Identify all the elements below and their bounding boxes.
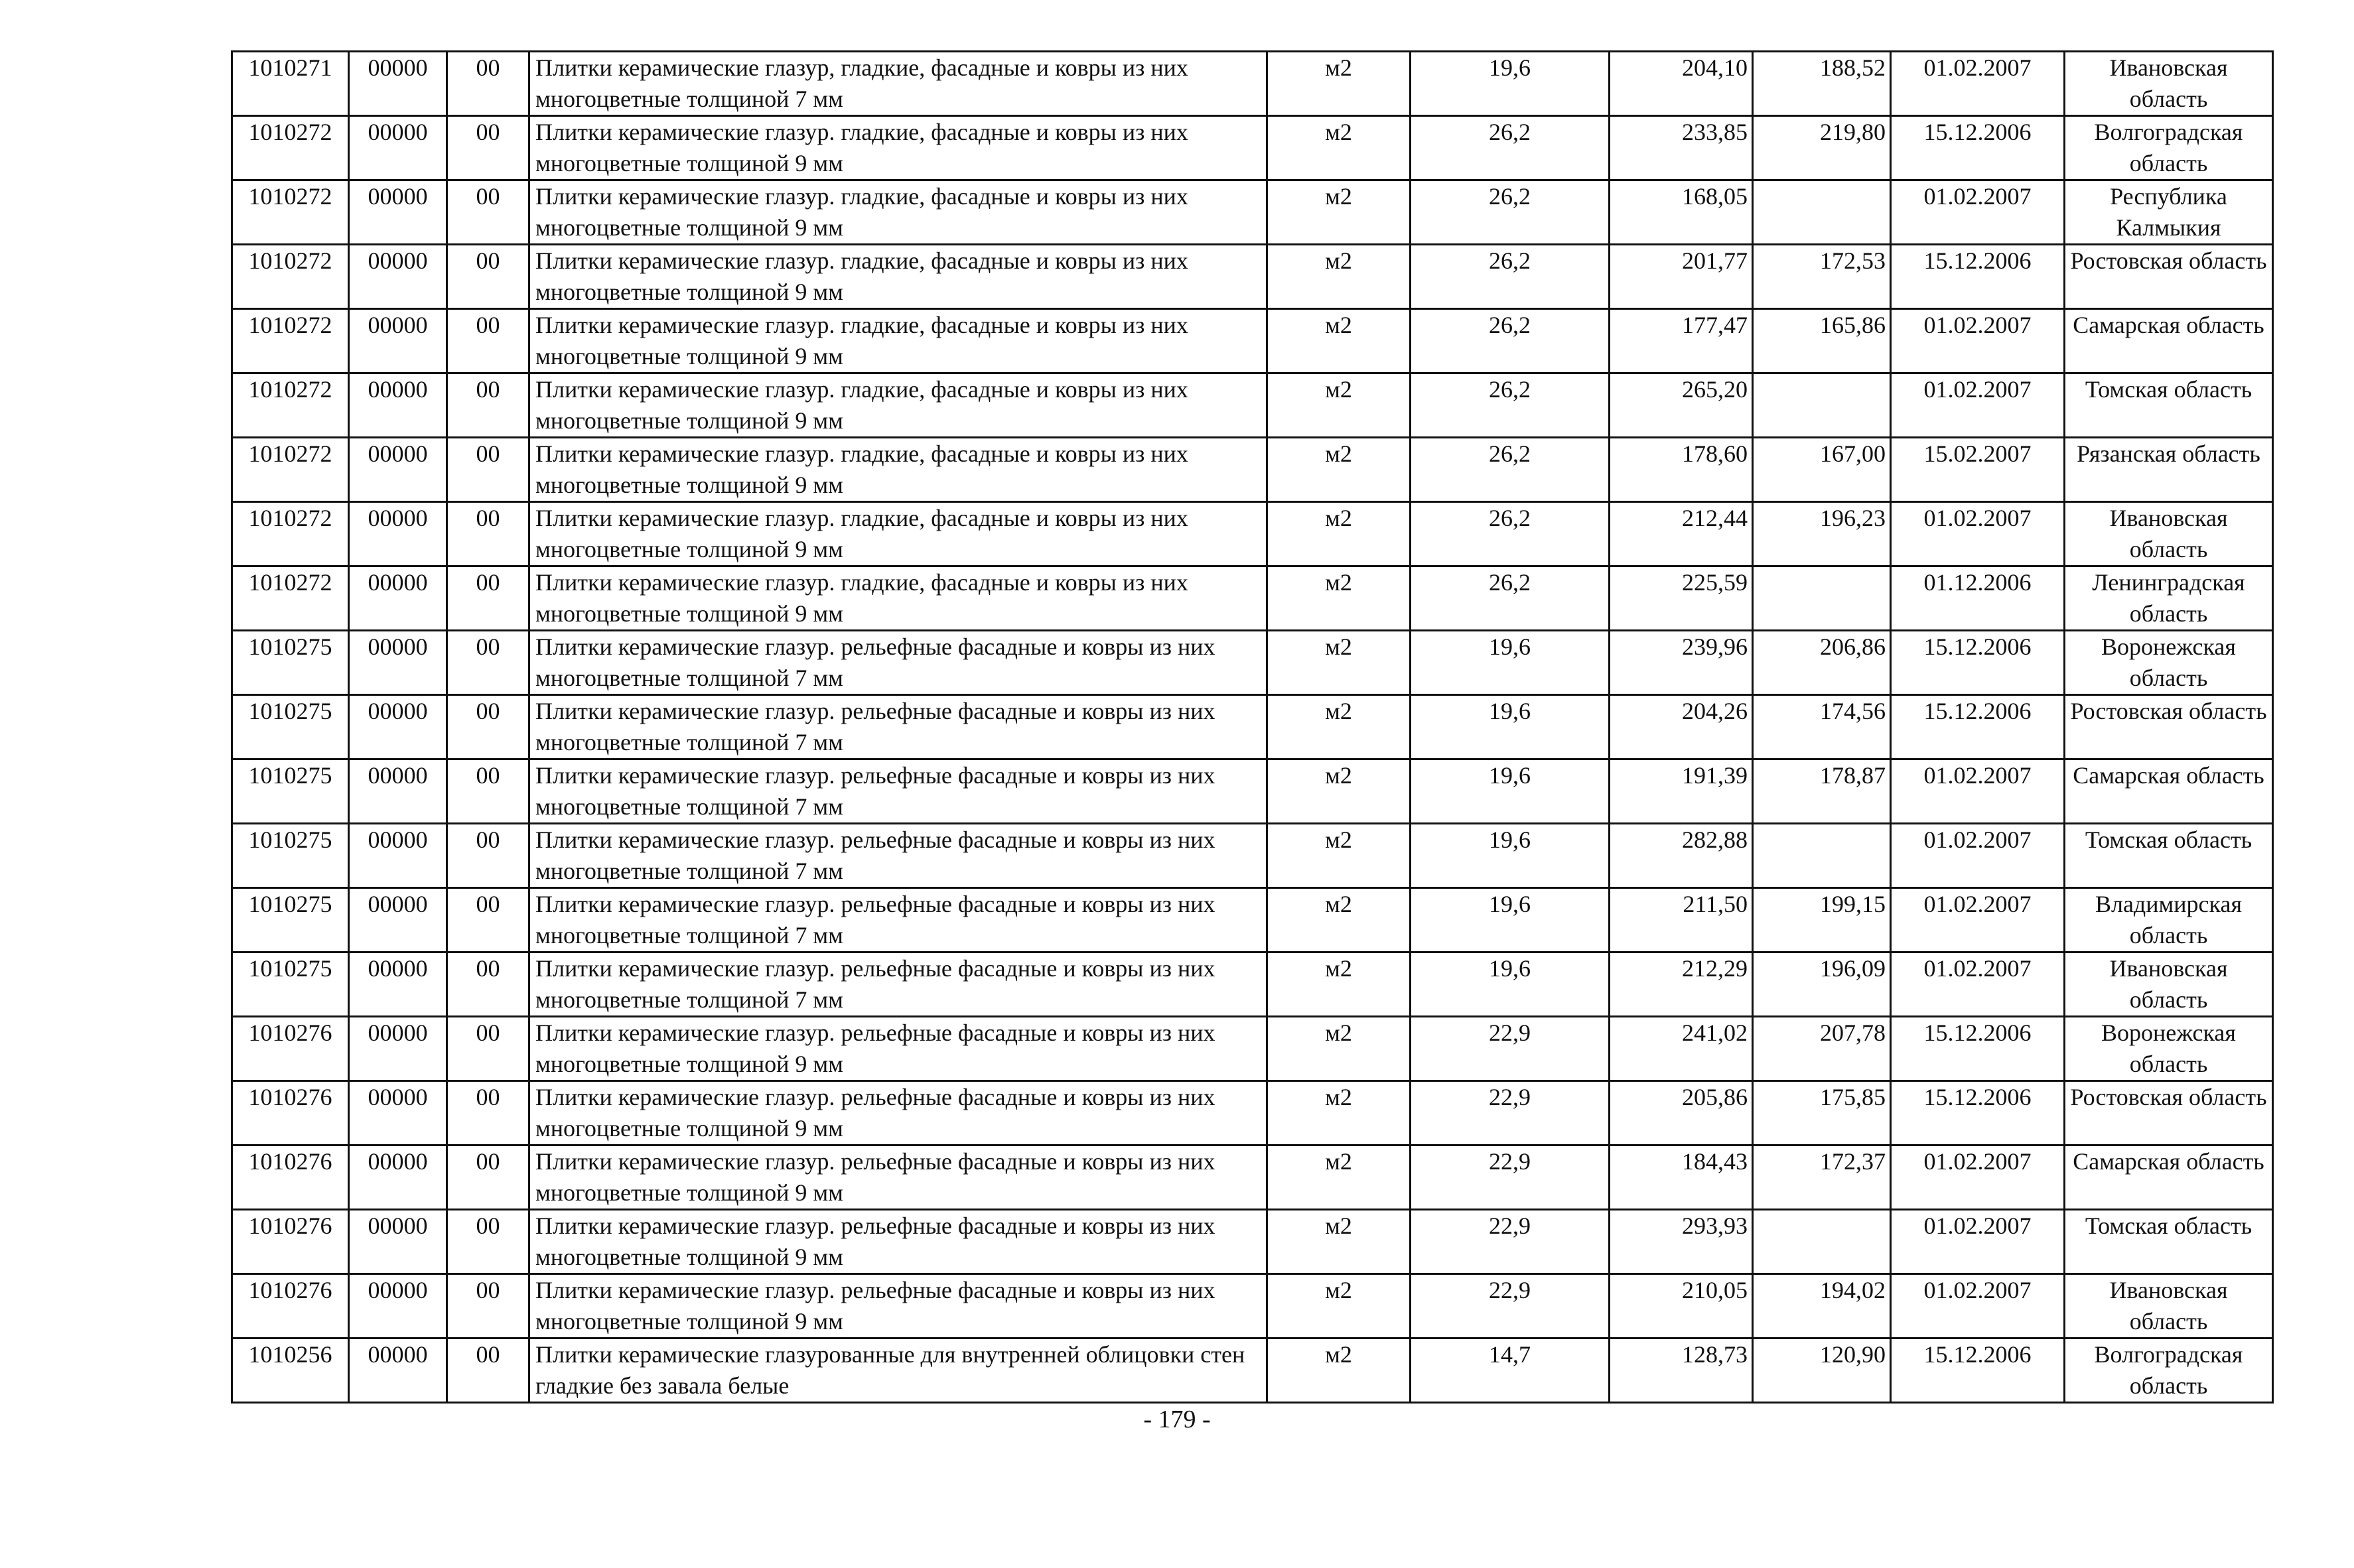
cell-unit: м2 — [1267, 1017, 1411, 1081]
cell-code: 1010276 — [232, 1145, 349, 1210]
cell-class: 00 — [447, 695, 529, 759]
cell-description: Плитки керамические глазур. рельефные фасадные и ковры из них многоцветные толщиной 7 мм — [529, 759, 1267, 824]
cell-date: 01.02.2007 — [1891, 1145, 2065, 1210]
cell-description: Плитки керамические глазур. гладкие, фасадные и ковры из них многоцветные толщиной 9 мм — [529, 180, 1267, 245]
cell-class: 00 — [447, 1081, 529, 1145]
cell-weight: 22,9 — [1411, 1145, 1610, 1210]
cell-subcode: 00000 — [349, 116, 447, 180]
cell-weight: 19,6 — [1411, 759, 1610, 824]
cell-description: Плитки керамические глазур. гладкие, фасадные и ковры из них многоцветные толщиной 9 мм — [529, 566, 1267, 631]
table-row — [232, 309, 2273, 373]
cell-unit: м2 — [1267, 952, 1411, 1017]
cell-date: 01.02.2007 — [1891, 309, 2065, 373]
cell-unit: м2 — [1267, 52, 1411, 116]
cell-class: 00 — [447, 1145, 529, 1210]
cell-price-2 — [1753, 824, 1891, 888]
cell-region: Ленинградская область — [2065, 566, 2273, 631]
cell-price-2 — [1753, 180, 1891, 245]
cell-code: 1010272 — [232, 566, 349, 631]
table-row — [232, 52, 2273, 116]
cell-unit: м2 — [1267, 245, 1411, 309]
cell-subcode: 00000 — [349, 1017, 447, 1081]
table-row — [232, 1274, 2273, 1339]
cell-unit: м2 — [1267, 309, 1411, 373]
cell-description: Плитки керамические глазур. рельефные фасадные и ковры из них многоцветные толщиной 7 мм — [529, 631, 1267, 695]
cell-description: Плитки керамические глазур. рельефные фасадные и ковры из них многоцветные толщиной 7 мм — [529, 952, 1267, 1017]
cell-date: 15.12.2006 — [1891, 631, 2065, 695]
cell-unit: м2 — [1267, 1081, 1411, 1145]
cell-region: Ростовская область — [2065, 1081, 2273, 1145]
cell-date: 01.02.2007 — [1891, 1210, 2065, 1274]
cell-price-2: 207,78 — [1753, 1017, 1891, 1081]
cell-class: 00 — [447, 1339, 529, 1403]
cell-unit: м2 — [1267, 438, 1411, 502]
cell-unit: м2 — [1267, 502, 1411, 566]
cell-class: 00 — [447, 502, 529, 566]
table-row — [232, 888, 2273, 952]
cell-date: 01.02.2007 — [1891, 824, 2065, 888]
cell-weight: 19,6 — [1411, 631, 1610, 695]
cell-price-2: 206,86 — [1753, 631, 1891, 695]
cell-weight: 22,9 — [1411, 1274, 1610, 1339]
cell-unit: м2 — [1267, 180, 1411, 245]
cell-class: 00 — [447, 759, 529, 824]
cell-code: 1010275 — [232, 631, 349, 695]
cell-price-2: 196,09 — [1753, 952, 1891, 1017]
cell-price-2: 219,80 — [1753, 116, 1891, 180]
cell-date: 15.12.2006 — [1891, 1081, 2065, 1145]
cell-price-1: 241,02 — [1610, 1017, 1753, 1081]
cell-date: 01.02.2007 — [1891, 52, 2065, 116]
cell-unit: м2 — [1267, 759, 1411, 824]
cell-price-2: 196,23 — [1753, 502, 1891, 566]
table-row — [232, 438, 2273, 502]
cell-code: 1010276 — [232, 1081, 349, 1145]
cell-unit: м2 — [1267, 373, 1411, 438]
cell-region: Республика Калмыкия — [2065, 180, 2273, 245]
cell-description: Плитки керамические глазур. рельефные фасадные и ковры из них многоцветные толщиной 9 мм — [529, 1274, 1267, 1339]
cell-description: Плитки керамические глазур. рельефные фасадные и ковры из них многоцветные толщиной 7 мм — [529, 888, 1267, 952]
cell-description: Плитки керамические глазур. рельефные фасадные и ковры из них многоцветные толщиной 9 мм — [529, 1017, 1267, 1081]
cell-region: Томская область — [2065, 824, 2273, 888]
cell-weight: 19,6 — [1411, 952, 1610, 1017]
cell-unit: м2 — [1267, 1210, 1411, 1274]
cell-code: 1010271 — [232, 52, 349, 116]
cell-unit: м2 — [1267, 1145, 1411, 1210]
cell-weight: 19,6 — [1411, 888, 1610, 952]
cell-subcode: 00000 — [349, 952, 447, 1017]
cell-class: 00 — [447, 309, 529, 373]
cell-price-1: 184,43 — [1610, 1145, 1753, 1210]
table-row — [232, 952, 2273, 1017]
cell-weight: 22,9 — [1411, 1017, 1610, 1081]
table-row — [232, 502, 2273, 566]
cell-weight: 26,2 — [1411, 373, 1610, 438]
cell-subcode: 00000 — [349, 373, 447, 438]
cell-description: Плитки керамические глазур. гладкие, фасадные и ковры из них многоцветные толщиной 9 мм — [529, 373, 1267, 438]
cell-price-2 — [1753, 566, 1891, 631]
page-number: - 179 - — [1143, 1405, 1211, 1433]
cell-unit: м2 — [1267, 824, 1411, 888]
cell-class: 00 — [447, 888, 529, 952]
cell-price-2: 167,00 — [1753, 438, 1891, 502]
cell-region: Волгоградская область — [2065, 116, 2273, 180]
cell-class: 00 — [447, 952, 529, 1017]
cell-unit: м2 — [1267, 695, 1411, 759]
table-row — [232, 1145, 2273, 1210]
cell-date: 15.12.2006 — [1891, 1339, 2065, 1403]
cell-class: 00 — [447, 180, 529, 245]
cell-class: 00 — [447, 1274, 529, 1339]
cell-code: 1010275 — [232, 824, 349, 888]
cell-region: Ивановская область — [2065, 52, 2273, 116]
cell-subcode: 00000 — [349, 1210, 447, 1274]
cell-region: Ивановская область — [2065, 502, 2273, 566]
cell-description: Плитки керамические глазурованные для внутренней облицовки стен гладкие без завала белые — [529, 1339, 1267, 1403]
cell-class: 00 — [447, 1017, 529, 1081]
cell-price-2: 165,86 — [1753, 309, 1891, 373]
cell-region: Владимирская область — [2065, 888, 2273, 952]
table-row — [232, 1081, 2273, 1145]
cell-description: Плитки керамические глазур. гладкие, фасадные и ковры из них многоцветные толщиной 9 мм — [529, 116, 1267, 180]
cell-subcode: 00000 — [349, 824, 447, 888]
cell-description: Плитки керамические глазур. гладкие, фасадные и ковры из них многоцветные толщиной 9 мм — [529, 438, 1267, 502]
cell-description: Плитки керамические глазур. гладкие, фасадные и ковры из них многоцветные толщиной 9 мм — [529, 245, 1267, 309]
cell-subcode: 00000 — [349, 1145, 447, 1210]
cell-weight: 19,6 — [1411, 52, 1610, 116]
cell-weight: 26,2 — [1411, 116, 1610, 180]
cell-weight: 26,2 — [1411, 502, 1610, 566]
cell-region: Ростовская область — [2065, 245, 2273, 309]
cell-subcode: 00000 — [349, 180, 447, 245]
table-row — [232, 1017, 2273, 1081]
cell-code: 1010276 — [232, 1210, 349, 1274]
cell-weight: 26,2 — [1411, 438, 1610, 502]
cell-date: 01.02.2007 — [1891, 759, 2065, 824]
cell-price-2 — [1753, 1210, 1891, 1274]
cell-subcode: 00000 — [349, 1081, 447, 1145]
cell-price-1: 201,77 — [1610, 245, 1753, 309]
cell-subcode: 00000 — [349, 888, 447, 952]
cell-price-2 — [1753, 373, 1891, 438]
cell-code: 1010275 — [232, 695, 349, 759]
cell-subcode: 00000 — [349, 309, 447, 373]
cell-code: 1010272 — [232, 438, 349, 502]
cell-region: Томская область — [2065, 1210, 2273, 1274]
cell-description: Плитки керамические глазур. рельефные фасадные и ковры из них многоцветные толщиной 9 мм — [529, 1145, 1267, 1210]
cell-subcode: 00000 — [349, 1274, 447, 1339]
cell-subcode: 00000 — [349, 52, 447, 116]
cell-price-2: 188,52 — [1753, 52, 1891, 116]
table-row — [232, 180, 2273, 245]
cell-region: Ивановская область — [2065, 952, 2273, 1017]
table-body — [232, 52, 2273, 1403]
cell-description: Плитки керамические глазур. рельефные фасадные и ковры из них многоцветные толщиной 7 мм — [529, 695, 1267, 759]
cell-code: 1010272 — [232, 373, 349, 438]
cell-weight: 22,9 — [1411, 1210, 1610, 1274]
table-row — [232, 1210, 2273, 1274]
cell-code: 1010275 — [232, 888, 349, 952]
table-row — [232, 245, 2273, 309]
cell-code: 1010256 — [232, 1339, 349, 1403]
cell-class: 00 — [447, 566, 529, 631]
cell-description: Плитки керамические глазур. гладкие, фасадные и ковры из них многоцветные толщиной 9 мм — [529, 309, 1267, 373]
cell-subcode: 00000 — [349, 502, 447, 566]
table-row — [232, 824, 2273, 888]
cell-price-1: 212,44 — [1610, 502, 1753, 566]
cell-region: Воронежская область — [2065, 631, 2273, 695]
cell-subcode: 00000 — [349, 1339, 447, 1403]
cell-region: Самарская область — [2065, 1145, 2273, 1210]
cell-price-2: 199,15 — [1753, 888, 1891, 952]
cell-class: 00 — [447, 438, 529, 502]
cell-code: 1010276 — [232, 1274, 349, 1339]
price-table — [231, 50, 2274, 1404]
cell-weight: 26,2 — [1411, 245, 1610, 309]
cell-weight: 14,7 — [1411, 1339, 1610, 1403]
cell-weight: 22,9 — [1411, 1081, 1610, 1145]
cell-region: Самарская область — [2065, 759, 2273, 824]
cell-region: Ростовская область — [2065, 695, 2273, 759]
cell-region: Самарская область — [2065, 309, 2273, 373]
cell-price-1: 210,05 — [1610, 1274, 1753, 1339]
cell-subcode: 00000 — [349, 631, 447, 695]
cell-price-2: 194,02 — [1753, 1274, 1891, 1339]
cell-subcode: 00000 — [349, 245, 447, 309]
cell-price-1: 191,39 — [1610, 759, 1753, 824]
cell-class: 00 — [447, 52, 529, 116]
cell-price-1: 178,60 — [1610, 438, 1753, 502]
cell-price-2: 174,56 — [1753, 695, 1891, 759]
cell-class: 00 — [447, 631, 529, 695]
cell-price-2: 120,90 — [1753, 1339, 1891, 1403]
table-row — [232, 695, 2273, 759]
cell-code: 1010276 — [232, 1017, 349, 1081]
cell-unit: м2 — [1267, 566, 1411, 631]
table-row — [232, 116, 2273, 180]
cell-price-1: 282,88 — [1610, 824, 1753, 888]
cell-description: Плитки керамические глазур. рельефные фасадные и ковры из них многоцветные толщиной 9 мм — [529, 1081, 1267, 1145]
cell-date: 01.02.2007 — [1891, 888, 2065, 952]
cell-date: 01.02.2007 — [1891, 502, 2065, 566]
cell-price-1: 212,29 — [1610, 952, 1753, 1017]
cell-code: 1010275 — [232, 952, 349, 1017]
cell-region: Томская область — [2065, 373, 2273, 438]
cell-unit: м2 — [1267, 116, 1411, 180]
cell-price-1: 168,05 — [1610, 180, 1753, 245]
cell-price-1: 205,86 — [1610, 1081, 1753, 1145]
cell-description: Плитки керамические глазур. рельефные фасадные и ковры из них многоцветные толщиной 7 мм — [529, 824, 1267, 888]
cell-price-1: 293,93 — [1610, 1210, 1753, 1274]
cell-code: 1010272 — [232, 180, 349, 245]
cell-date: 15.12.2006 — [1891, 245, 2065, 309]
cell-subcode: 00000 — [349, 695, 447, 759]
cell-region: Ивановская область — [2065, 1274, 2273, 1339]
cell-price-2: 172,37 — [1753, 1145, 1891, 1210]
cell-date: 01.02.2007 — [1891, 1274, 2065, 1339]
cell-date: 15.12.2006 — [1891, 1017, 2065, 1081]
cell-price-1: 204,10 — [1610, 52, 1753, 116]
cell-unit: м2 — [1267, 631, 1411, 695]
cell-date: 15.12.2006 — [1891, 116, 2065, 180]
cell-date: 01.02.2007 — [1891, 952, 2065, 1017]
cell-region: Воронежская область — [2065, 1017, 2273, 1081]
cell-weight: 26,2 — [1411, 180, 1610, 245]
cell-subcode: 00000 — [349, 438, 447, 502]
table-row — [232, 631, 2273, 695]
cell-unit: м2 — [1267, 1339, 1411, 1403]
table-row — [232, 1339, 2273, 1403]
cell-price-1: 128,73 — [1610, 1339, 1753, 1403]
cell-price-2: 172,53 — [1753, 245, 1891, 309]
cell-code: 1010272 — [232, 245, 349, 309]
cell-price-1: 204,26 — [1610, 695, 1753, 759]
cell-price-1: 211,50 — [1610, 888, 1753, 952]
cell-class: 00 — [447, 1210, 529, 1274]
cell-price-1: 177,47 — [1610, 309, 1753, 373]
table-row — [232, 759, 2273, 824]
cell-weight: 26,2 — [1411, 309, 1610, 373]
cell-code: 1010272 — [232, 502, 349, 566]
table-row — [232, 373, 2273, 438]
cell-region: Волгоградская область — [2065, 1339, 2273, 1403]
cell-unit: м2 — [1267, 888, 1411, 952]
cell-code: 1010275 — [232, 759, 349, 824]
cell-class: 00 — [447, 245, 529, 309]
cell-date: 01.12.2006 — [1891, 566, 2065, 631]
cell-class: 00 — [447, 824, 529, 888]
cell-unit: м2 — [1267, 1274, 1411, 1339]
cell-date: 15.12.2006 — [1891, 695, 2065, 759]
cell-price-1: 265,20 — [1610, 373, 1753, 438]
cell-date: 15.02.2007 — [1891, 438, 2065, 502]
cell-weight: 26,2 — [1411, 566, 1610, 631]
cell-code: 1010272 — [232, 309, 349, 373]
cell-description: Плитки керамические глазур, гладкие, фасадные и ковры из них многоцветные толщиной 7 мм — [529, 52, 1267, 116]
cell-date: 01.02.2007 — [1891, 180, 2065, 245]
cell-date: 01.02.2007 — [1891, 373, 2065, 438]
table-row — [232, 566, 2273, 631]
cell-class: 00 — [447, 116, 529, 180]
cell-weight: 19,6 — [1411, 695, 1610, 759]
cell-subcode: 00000 — [349, 566, 447, 631]
cell-description: Плитки керамические глазур. гладкие, фасадные и ковры из них многоцветные толщиной 9 мм — [529, 502, 1267, 566]
cell-price-1: 225,59 — [1610, 566, 1753, 631]
cell-region: Рязанская область — [2065, 438, 2273, 502]
cell-weight: 19,6 — [1411, 824, 1610, 888]
cell-price-1: 233,85 — [1610, 116, 1753, 180]
cell-code: 1010272 — [232, 116, 349, 180]
cell-description: Плитки керамические глазур. рельефные фасадные и ковры из них многоцветные толщиной 9 мм — [529, 1210, 1267, 1274]
cell-price-2: 175,85 — [1753, 1081, 1891, 1145]
cell-price-1: 239,96 — [1610, 631, 1753, 695]
cell-class: 00 — [447, 373, 529, 438]
cell-subcode: 00000 — [349, 759, 447, 824]
cell-price-2: 178,87 — [1753, 759, 1891, 824]
